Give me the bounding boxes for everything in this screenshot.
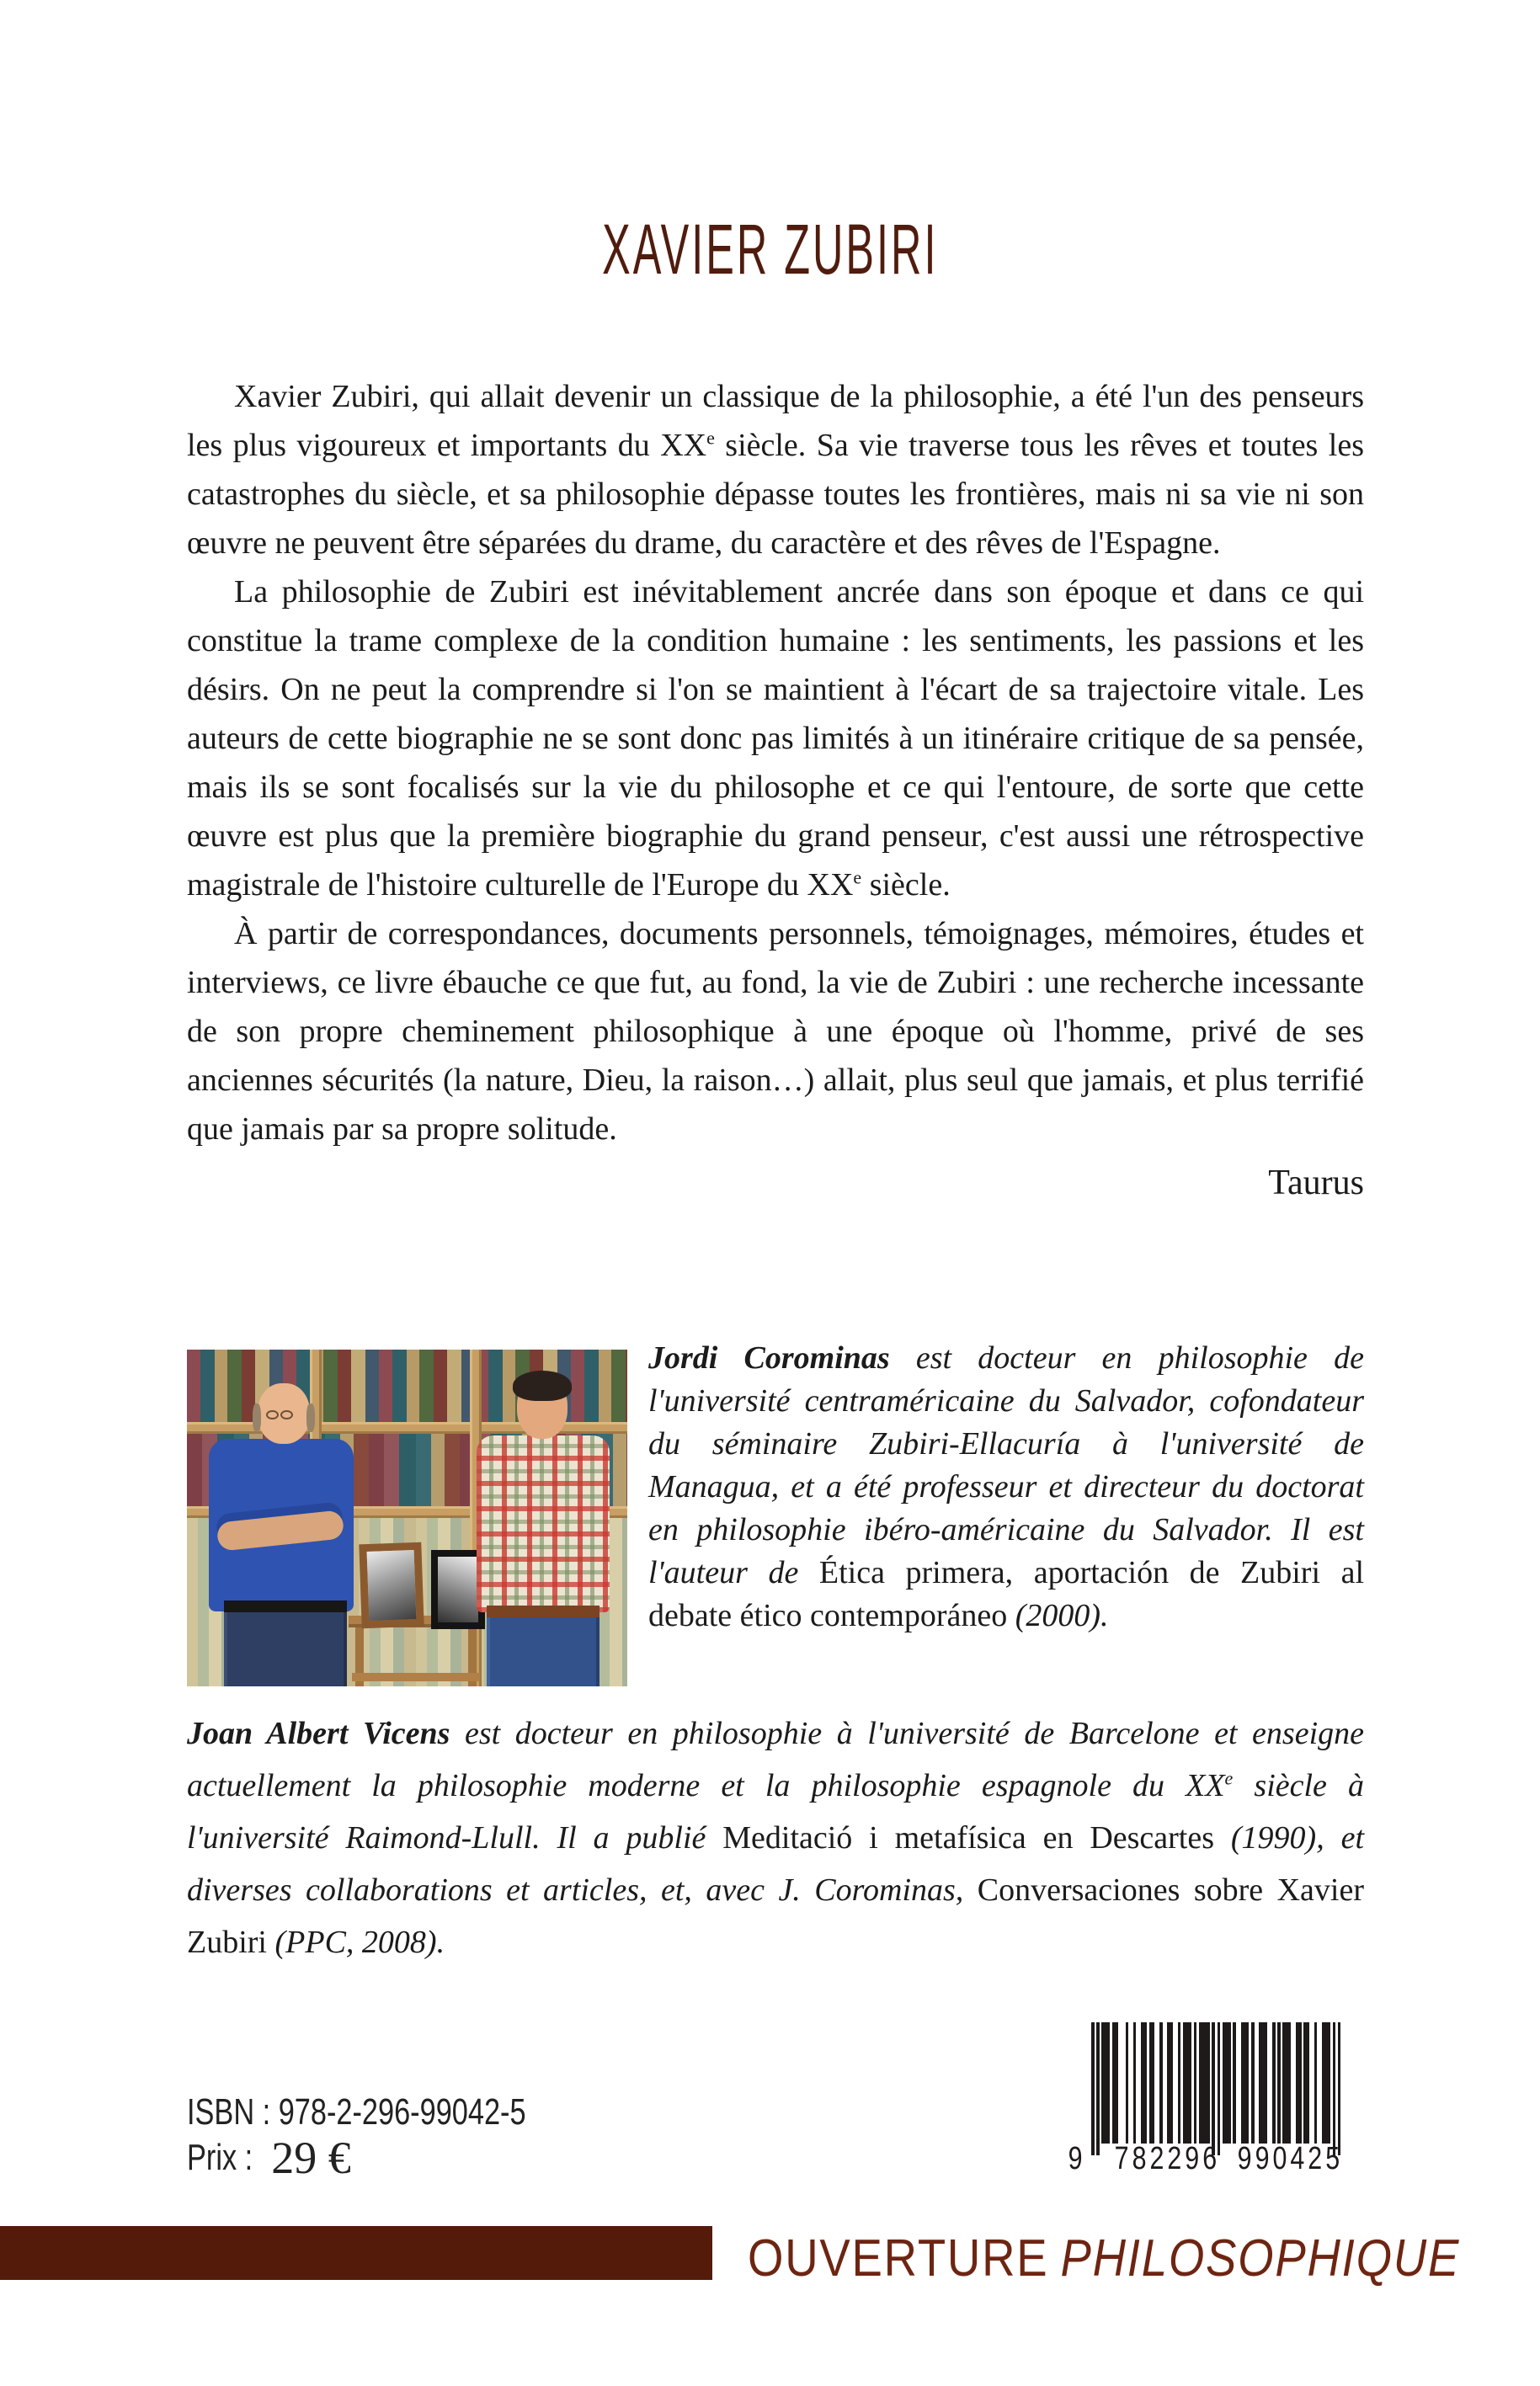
price-label: Prix : (187, 2137, 253, 2178)
framed-portrait-1-photo (367, 1550, 417, 1621)
right-author-plaid-shirt (477, 1435, 610, 1612)
barcode-digits-right: 990425 (1237, 2141, 1344, 2176)
collection-name-text (748, 2229, 1461, 2287)
synopsis (187, 372, 1364, 1207)
right-author-jeans (487, 1617, 599, 1686)
left-author-head (258, 1383, 310, 1444)
barcode-digit-left: 9 (1068, 2141, 1086, 2176)
isbn (187, 2091, 621, 2137)
price-value: 29 € (271, 2133, 351, 2183)
barcode-digits-middle: 782296 (1114, 2141, 1221, 2176)
barcode-bars (1091, 2022, 1340, 2157)
glasses-lens (280, 1410, 293, 1419)
authors-photo (187, 1350, 627, 1686)
left-author-jeans (224, 1612, 347, 1686)
author-bio-jordi-corominas: Jordi Corominas est docteur en philosophie de l'université centraméricaine du Salvador, cofondateur du séminaire Zubiri-Ellacuría à l'université de Managua, et a été professeur et directeur du doctorat en philosophie ibéro-américaine du Salvador. Il est l'auteur de Ética primera, aportación de Zubiri al debate ético contemporáneo (2000). (648, 1340, 1364, 1633)
collection-word-ouverture: OUVERTURE (748, 2229, 1049, 2287)
purchase-info (187, 2091, 621, 2187)
isbn-text: ISBN : 978-2-296-99042-5 (187, 2091, 526, 2133)
page-title-text: XAVIER ZUBIRI (601, 210, 939, 289)
publisher-signature: Taurus (1268, 1164, 1364, 1202)
framed-portrait-1 (359, 1542, 424, 1629)
framed-portrait-2-photo (438, 1557, 478, 1622)
collection-name (748, 2229, 1540, 2287)
left-author-glasses (265, 1409, 304, 1420)
right-author-head (517, 1377, 568, 1439)
glasses-lens (266, 1410, 279, 1419)
collection-band (0, 2226, 712, 2280)
side-table-shelf (352, 1673, 480, 1681)
collection-word-philosophique: PHILOSOPHIQUE (1060, 2229, 1461, 2287)
right-author-hair (513, 1371, 572, 1401)
left-author-hair (253, 1403, 261, 1432)
synopsis-paragraph-2: La philosophie de Zubiri est inévitablement ancrée dans son époque et dans ce qui constitue la trame complexe de la condition humaine : les sentiments, les passions et les désirs. On ne peut la comprendre si l'on se maintient à l'écart de sa trajectoire vitale. Les auteurs de cette biographie ne se sont donc pas limités à un itinéraire critique de sa pensée, mais ils se sont focalisés sur la vie du philosophe et ce qui l'entoure, de sorte que cette œuvre est plus que la première biographie du grand penseur, c'est aussi une rétrospective magistrale de l'histoire culturelle de l'Europe du XXe siècle. (187, 574, 1364, 903)
price (187, 2133, 621, 2187)
synopsis-paragraph-1: Xavier Zubiri, qui allait devenir un classique de la philosophie, a été l'un des penseurs les plus vigoureux et importants du XXe siècle. Sa vie traverse tous les rêves et toutes les catastrophes du siècle, et sa philosophie dépasse toutes les frontières, mais ni sa vie ni son œuvre ne peuvent être séparées du drame, du caractère et des rêves de l'Espagne. (187, 379, 1364, 561)
synopsis-paragraph-3: À partir de correspondances, documents personnels, témoignages, mémoires, études et interviews, ce livre ébauche ce que fut, au fond, la vie de Zubiri : une recherche incessante de son propre cheminement philosophique à une époque où l'homme, privé de ses anciennes sécurités (la nature, Dieu, la raison…) allait, plus seul que jamais, et plus terrifié que jamais par sa propre solitude. (187, 916, 1364, 1147)
barcode (1068, 2022, 1344, 2178)
author-bio-joan-albert-vicens: Joan Albert Vicens est docteur en philosophie à l'université de Barcelone et enseigne actuellement la philosophie moderne et la philosophie espagnole du XXe siècle à l'université Raimond-Llull. Il a publié Meditació i metafísica en Descartes (1990), et diverses collaborations et articles, et, avec J. Corominas, Conversaciones sobre Xavier Zubiri (PPC, 2008). (187, 1716, 1365, 1960)
page-title (0, 210, 1540, 289)
